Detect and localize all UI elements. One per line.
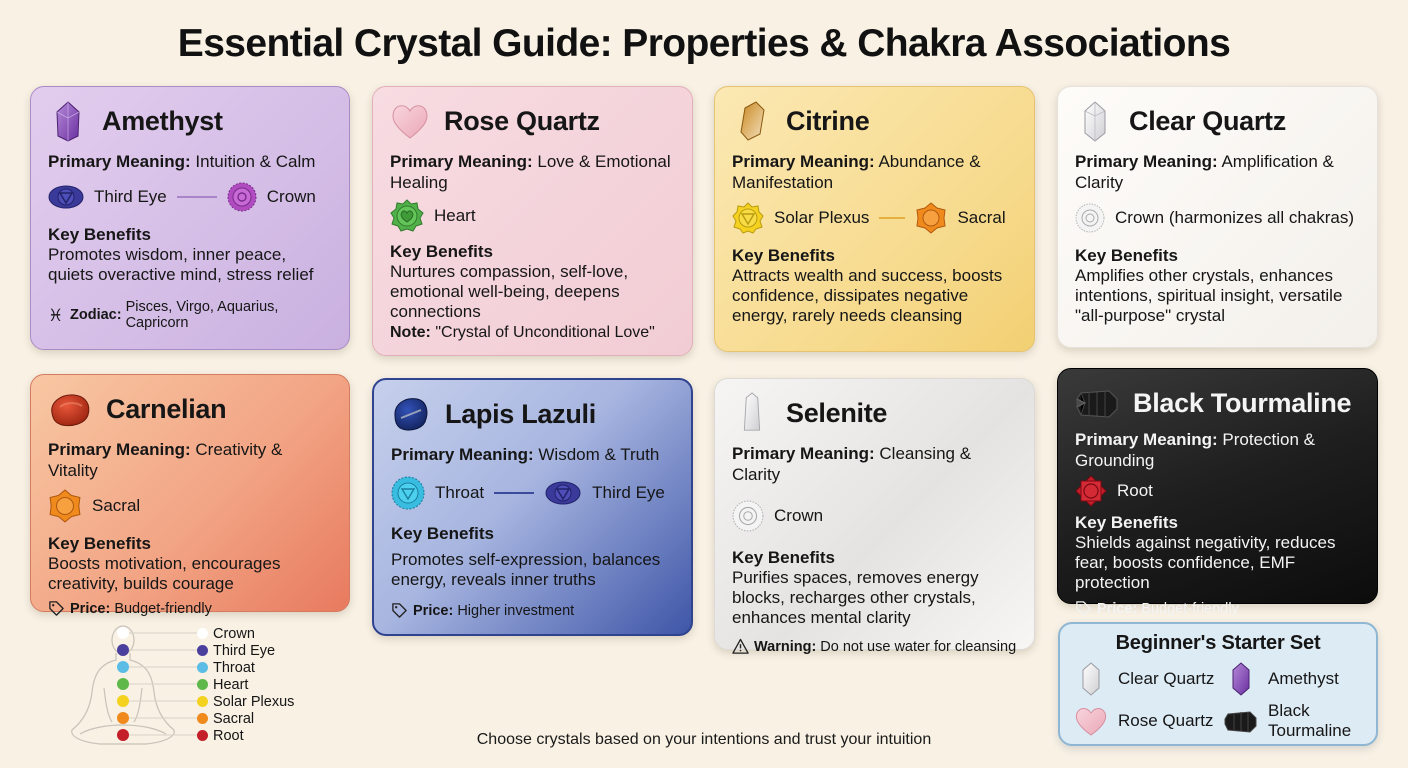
- chakra-associations: [48, 489, 333, 523]
- primary-meaning-value: Cleansing & Clarity: [732, 444, 972, 484]
- starter-set-title: Beginner's Starter Set: [1115, 632, 1321, 654]
- chakra-associations: [732, 203, 1018, 233]
- chakra-label: Crown (harmonizes all chakras): [1115, 208, 1355, 227]
- crystal-name: Lapis Lazuli: [445, 398, 596, 429]
- carnelian-stone-icon: [48, 388, 92, 430]
- key-benefits-text: Promotes self-expression, balances energy, reveals inner truths: [391, 550, 661, 589]
- price-tag-icon: [48, 600, 65, 617]
- price-label: Price:: [413, 602, 454, 619]
- crystal-name: Selenite: [786, 397, 888, 428]
- crystal-name: Black Tourmaline: [1133, 387, 1352, 418]
- zodiac-note: [48, 299, 333, 331]
- primary-meaning: [48, 151, 333, 172]
- chakra-label: Throat: [435, 483, 485, 502]
- primary-meaning-value: Abundance & Manifestation: [732, 152, 981, 192]
- starter-item-label: Amethyst: [1268, 669, 1339, 688]
- price-tag-icon: [391, 602, 408, 619]
- chakra-label: Root: [1117, 481, 1153, 500]
- chakra-associations: [390, 201, 676, 231]
- price-note: [48, 600, 333, 617]
- chakra-label: Sacral: [92, 496, 141, 515]
- chakra-associations: [1075, 203, 1361, 233]
- chakra-associations: [391, 475, 675, 511]
- key-benefits-text: Promotes wisdom, inner peace, quiets overactive mind, stress relief: [48, 245, 314, 284]
- chakra-connector: [494, 492, 534, 494]
- price-note: [391, 602, 675, 619]
- key-benefits-heading: Key Benefits: [390, 242, 493, 261]
- clear-quartz-crystal-icon: [1074, 662, 1108, 696]
- primary-meaning-label: Primary Meaning:: [48, 440, 191, 459]
- price-value: Budget-friendly: [1141, 600, 1239, 617]
- footer-tagline: Choose crystals based on your intentions and trust your intuition: [476, 731, 932, 748]
- legend-item-third-eye: [197, 642, 275, 659]
- pisces-icon: ♓: [48, 305, 64, 325]
- price-label: Price:: [1097, 600, 1138, 617]
- key-benefits-text: Purifies spaces, removes energy blocks, recharges other crystals, enhances mental clarity: [732, 568, 979, 627]
- primary-meaning-value: Creativity & Vitality: [48, 440, 283, 480]
- crown-dot-icon: [197, 628, 208, 639]
- crystal-name: Clear Quartz: [1129, 105, 1286, 136]
- crystal-card-black-tourmaline: [1057, 368, 1378, 617]
- page-title: Essential Crystal Guide: Properties & Chakra Associations: [177, 22, 1231, 65]
- key-benefits-heading: Key Benefits: [391, 524, 494, 543]
- price-value: Higher investment: [457, 602, 575, 619]
- third-eye-chakra-icon: [48, 182, 84, 212]
- primary-meaning: [390, 151, 676, 193]
- key-benefits-heading: Key Benefits: [48, 225, 151, 244]
- starter-item-amethyst: [1224, 661, 1364, 697]
- legend-item-sacral: [197, 710, 254, 727]
- sacral-dot-icon: [197, 713, 208, 724]
- primary-meaning-label: Primary Meaning:: [1075, 152, 1218, 171]
- legend-label: Solar Plexus: [213, 693, 295, 710]
- crystal-card-rose-quartz: [372, 86, 693, 356]
- crystal-card-amethyst: [30, 86, 350, 350]
- primary-meaning-value: Wisdom & Truth: [538, 445, 660, 464]
- primary-meaning-value: Amplification & Clarity: [1075, 152, 1334, 192]
- chakra-label: Crown: [266, 187, 316, 206]
- legend-item-solar-plexus: [197, 693, 294, 710]
- sacral-chakra-icon: [48, 489, 82, 523]
- crystal-card-citrine: [714, 86, 1035, 352]
- crystal-card-carnelian: [30, 374, 350, 617]
- crown-chakra-icon: [732, 500, 764, 532]
- primary-meaning-label: Primary Meaning:: [732, 152, 875, 171]
- primary-meaning: [48, 439, 333, 481]
- primary-meaning: [732, 443, 1018, 485]
- primary-meaning-label: Primary Meaning:: [732, 444, 875, 463]
- legend-label: Sacral: [213, 710, 255, 727]
- key-benefits-text: Attracts wealth and success, boosts confidence, dissipates negative energy, rarely needs cleansing: [732, 266, 1003, 325]
- warning-note: [732, 638, 1018, 655]
- crystal-name: Carnelian: [106, 393, 227, 424]
- price-tag-icon: [1075, 600, 1092, 617]
- throat-dot-icon: [197, 662, 208, 673]
- starter-item-label: Black Tourmaline: [1268, 701, 1352, 740]
- note: [390, 323, 676, 343]
- key-benefits-text: Nurtures compassion, self-love, emotional well-being, deepens connections: [390, 262, 629, 321]
- primary-meaning-label: Primary Meaning:: [48, 152, 191, 171]
- zodiac-label: Zodiac:: [70, 307, 122, 323]
- legend-label: Heart: [213, 676, 249, 693]
- lapis-lazuli-stone-icon: [391, 393, 431, 435]
- chakra-label: Solar Plexus: [774, 208, 870, 227]
- primary-meaning-value: Love & Emotional Healing: [390, 152, 671, 192]
- primary-meaning-label: Primary Meaning:: [390, 152, 533, 171]
- key-benefits-heading: Key Benefits: [732, 548, 835, 567]
- rose-quartz-heart-icon: [390, 100, 430, 142]
- primary-meaning: [1075, 429, 1361, 471]
- chakra-associations: [48, 182, 333, 212]
- price-value: Budget-friendly: [114, 600, 212, 617]
- price-note: [1075, 600, 1361, 617]
- chakra-label: Third Eye: [94, 187, 167, 206]
- primary-meaning: [732, 151, 1018, 193]
- primary-meaning: [391, 444, 675, 465]
- key-benefits-heading: Key Benefits: [48, 534, 151, 553]
- starter-item-label: Rose Quartz: [1118, 711, 1214, 730]
- clear-quartz-crystal-icon: [1075, 100, 1115, 142]
- third-eye-chakra-icon: [544, 478, 582, 508]
- legend-label: Crown: [213, 625, 255, 642]
- crystal-card-selenite: [714, 378, 1035, 655]
- note-value: "Crystal of Unconditional Love": [435, 324, 655, 341]
- selenite-crystal-icon: [732, 392, 772, 434]
- throat-chakra-icon: [391, 476, 425, 510]
- heart-chakra-icon: [390, 199, 424, 233]
- warning-icon: [732, 638, 749, 655]
- key-benefits-heading: Key Benefits: [732, 246, 835, 265]
- key-benefits-text: Amplifies other crystals, enhances intentions, spiritual insight, versatile "all-purpose" crystal: [1075, 266, 1343, 325]
- chakra-label: Heart: [434, 206, 476, 225]
- chakra-label: Sacral: [957, 208, 1006, 227]
- legend-label: Throat: [213, 659, 255, 676]
- primary-meaning-value: Intuition & Calm: [195, 152, 316, 171]
- primary-meaning: [1075, 151, 1361, 193]
- black-tourmaline-stone-icon: [1075, 382, 1119, 424]
- heart-dot-icon: [197, 679, 208, 690]
- solar-plexus-chakra-icon: [732, 202, 764, 234]
- citrine-crystal-icon: [732, 100, 772, 142]
- root-chakra-icon: [1075, 475, 1107, 507]
- legend-item-throat: [197, 659, 255, 676]
- chakra-label: Crown: [774, 506, 824, 525]
- primary-meaning-value: Protection & Grounding: [1075, 430, 1315, 470]
- chakra-associations: [1075, 476, 1361, 506]
- chakra-label: Third Eye: [592, 483, 665, 502]
- warning-value: Do not use water for cleansing: [820, 638, 1017, 655]
- legend-label: Root: [213, 727, 244, 744]
- sacral-chakra-icon: [915, 202, 947, 234]
- third-eye-dot-icon: [197, 645, 208, 656]
- amethyst-crystal-icon: [48, 100, 88, 142]
- solar-plexus-dot-icon: [197, 696, 208, 707]
- key-benefits-heading: Key Benefits: [1075, 246, 1178, 265]
- crystal-card-lapis-lazuli: [372, 378, 693, 636]
- crystal-name: Rose Quartz: [444, 105, 600, 136]
- legend-item-crown: [197, 625, 255, 642]
- zodiac-value: Pisces, Virgo, Aquarius, Capricorn: [125, 299, 279, 331]
- crystal-name: Citrine: [786, 105, 870, 136]
- primary-meaning-label: Primary Meaning:: [391, 445, 534, 464]
- chakra-associations: [732, 499, 1018, 533]
- crown-chakra-icon: [1075, 203, 1105, 233]
- note-label: Note:: [390, 324, 431, 341]
- starter-item-clear-quartz: [1074, 661, 1224, 697]
- starter-item-label: Clear Quartz: [1118, 669, 1215, 688]
- chakra-connector: [177, 196, 217, 198]
- legend-item-heart: [197, 676, 248, 693]
- amethyst-crystal-icon: [1224, 662, 1258, 696]
- crystal-name: Amethyst: [102, 105, 223, 136]
- key-benefits-text: Shields against negativity, reduces fear, boosts confidence, EMF protection: [1075, 533, 1336, 592]
- chakra-connector: [879, 217, 905, 219]
- crystal-card-clear-quartz: [1057, 86, 1378, 348]
- beginner-starter-set: [1058, 622, 1378, 746]
- legend-label: Third Eye: [213, 642, 276, 659]
- key-benefits-text: Boosts motivation, encourages creativity, builds courage: [48, 554, 281, 593]
- key-benefits-heading: Key Benefits: [1075, 513, 1178, 532]
- price-label: Price:: [70, 600, 111, 617]
- primary-meaning-label: Primary Meaning:: [1075, 430, 1218, 449]
- crown-chakra-icon: [227, 182, 257, 212]
- warning-label: Warning:: [754, 638, 817, 655]
